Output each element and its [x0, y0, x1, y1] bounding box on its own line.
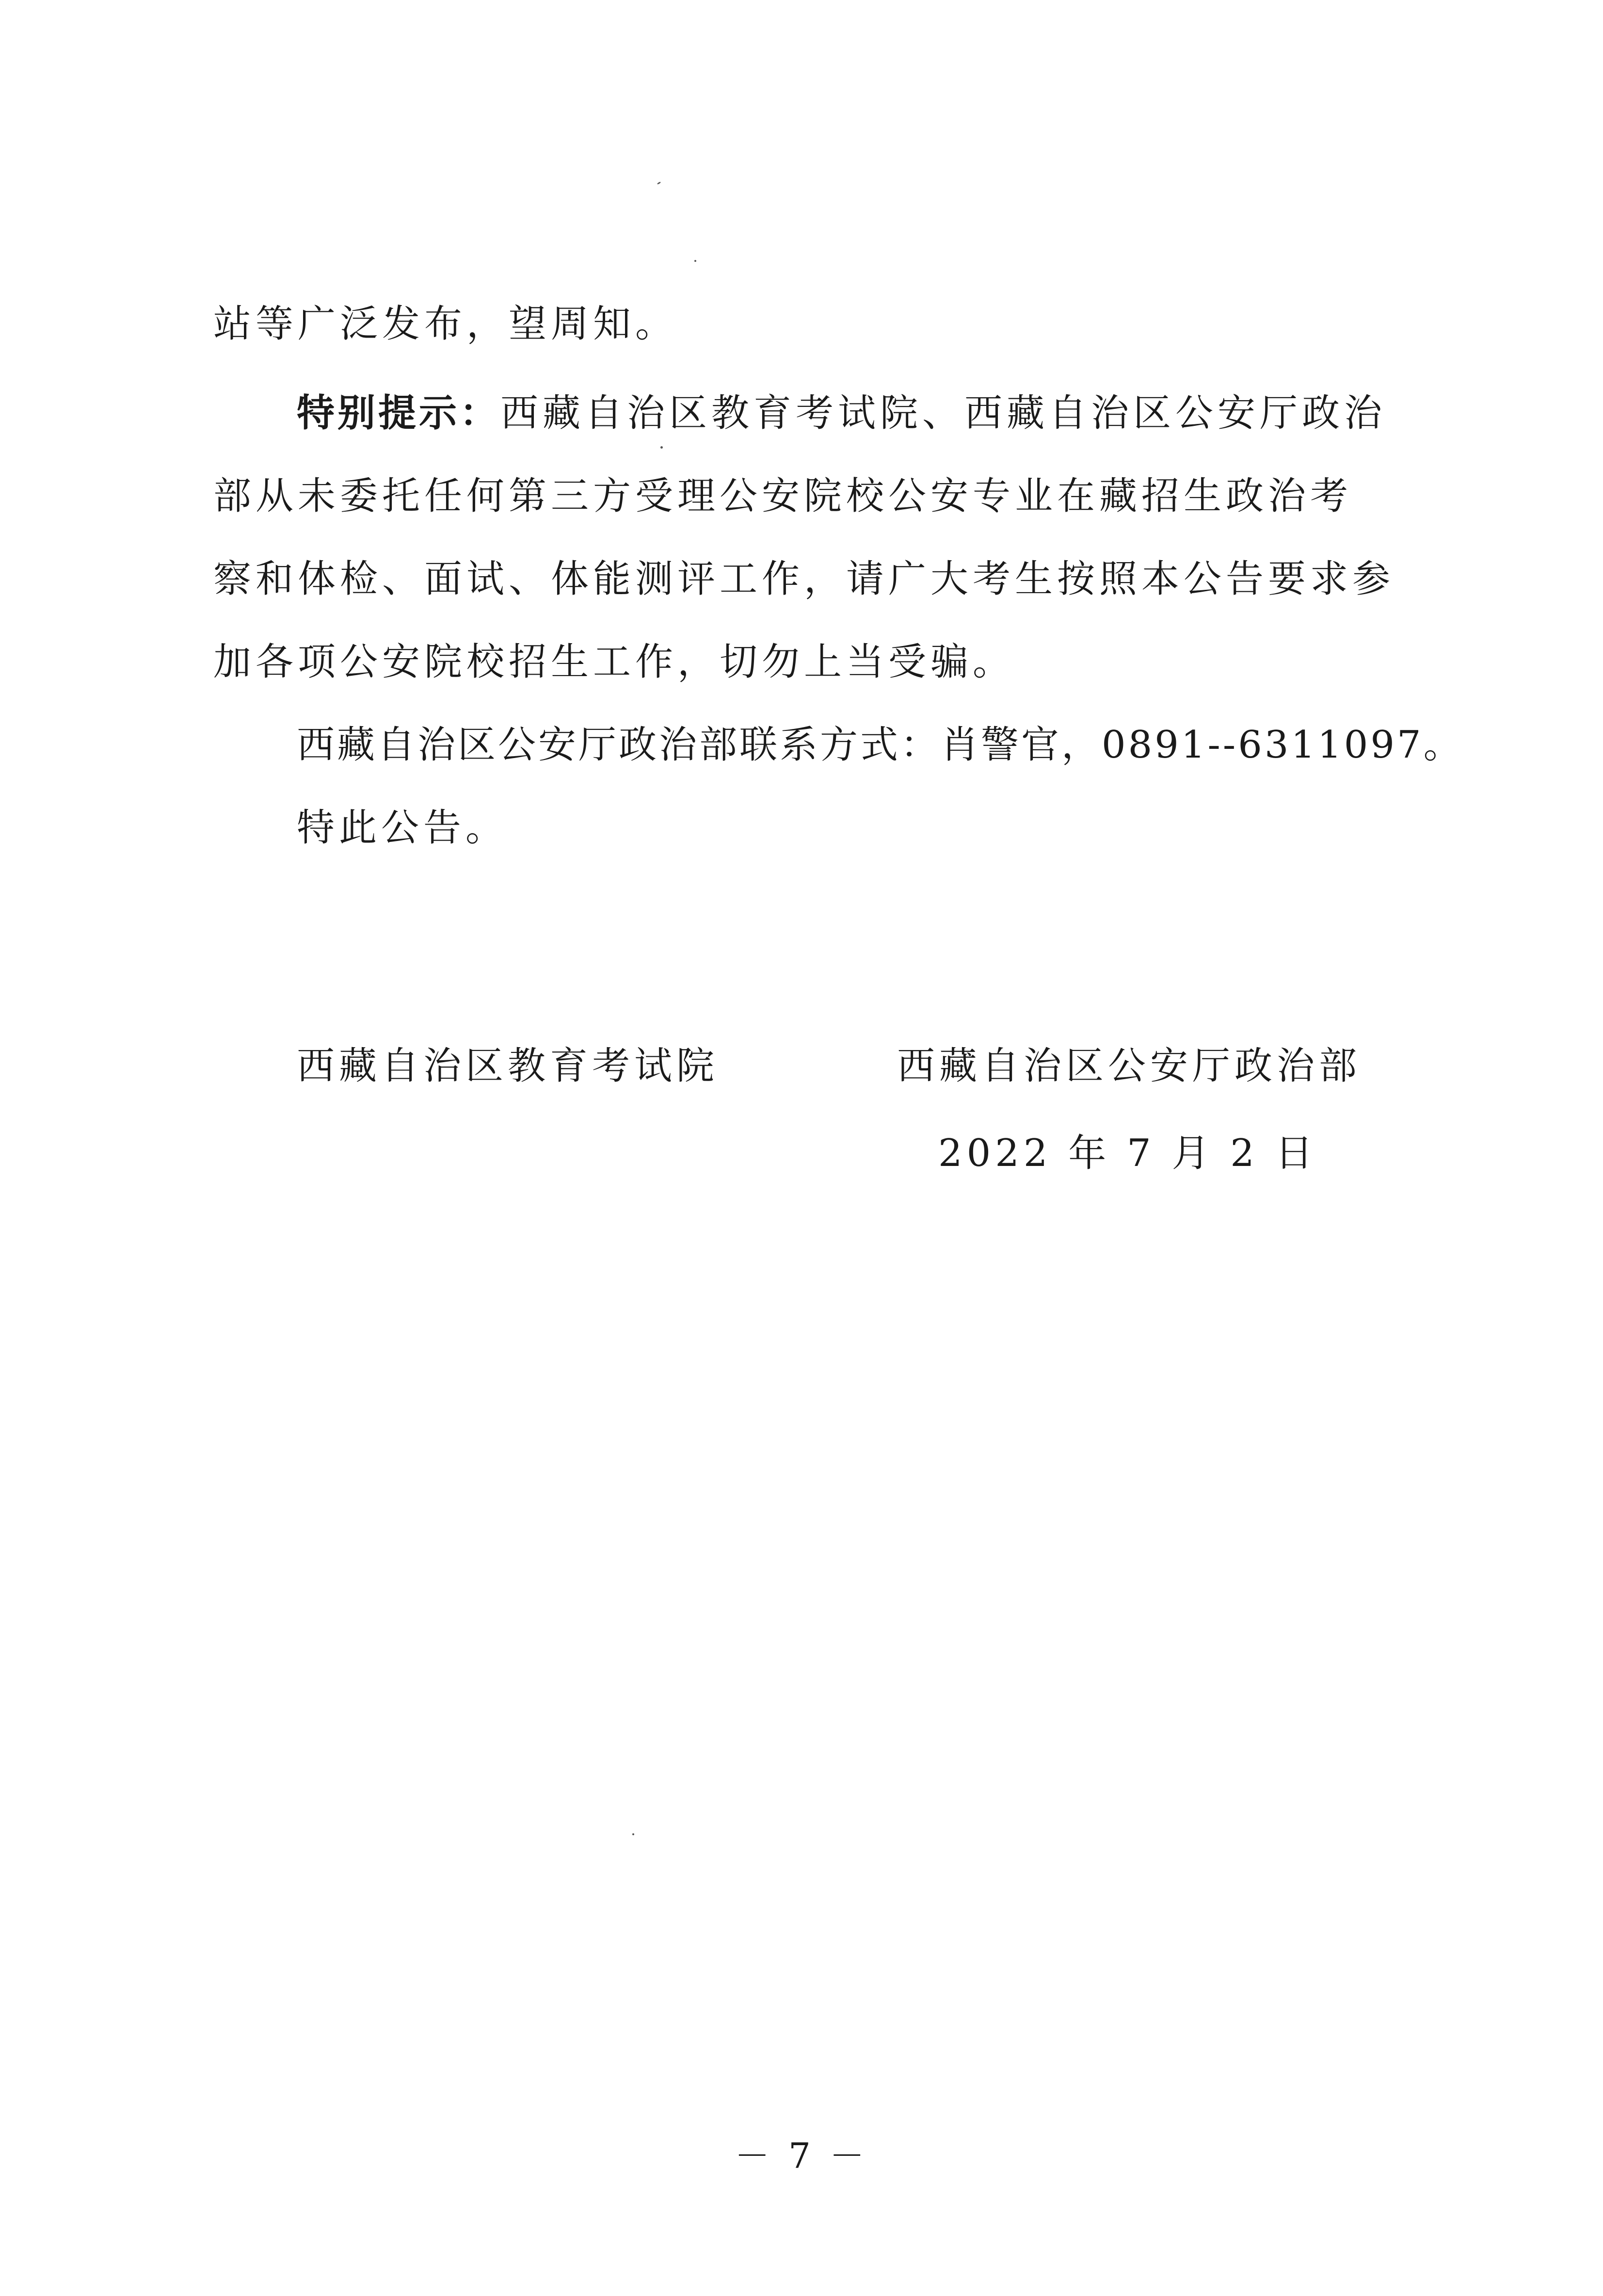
scan-speck — [660, 446, 663, 449]
body-line-1: 站等广泛发布，望周知。 — [213, 302, 678, 346]
notice-paragraph-line-2: 部从未委托任何第三方受理公安院校公安专业在藏招生政治考 — [213, 474, 1353, 518]
notice-label: 特别提示： — [297, 391, 501, 435]
notice-paragraph-line-4: 加各项公安院校招生工作，切勿上当受骗。 — [213, 640, 1015, 684]
scan-speck — [694, 260, 696, 262]
issuer-left: 西藏自治区教育考试院 — [297, 1044, 719, 1088]
scan-speck — [657, 181, 661, 185]
notice-paragraph-line-3: 察和体检、面试、体能测评工作，请广大考生按照本公告要求参 — [213, 557, 1395, 601]
notice-paragraph-line-1 — [297, 390, 1396, 437]
contact-line: 西藏自治区公安厅政治部联系方式：肖警官，0891--6311097。 — [297, 723, 1464, 767]
issue-date: 2022 年 7 月 2 日 — [938, 1132, 1317, 1175]
page-number: － 7 － — [735, 2135, 868, 2176]
scan-speck — [632, 1833, 634, 1835]
notice-text-1: 西藏自治区教育考试院、西藏自治区公安厅政治 — [500, 391, 1387, 435]
closing-line: 特此公告。 — [297, 806, 508, 850]
issuer-right: 西藏自治区公安厅政治部 — [897, 1044, 1362, 1088]
